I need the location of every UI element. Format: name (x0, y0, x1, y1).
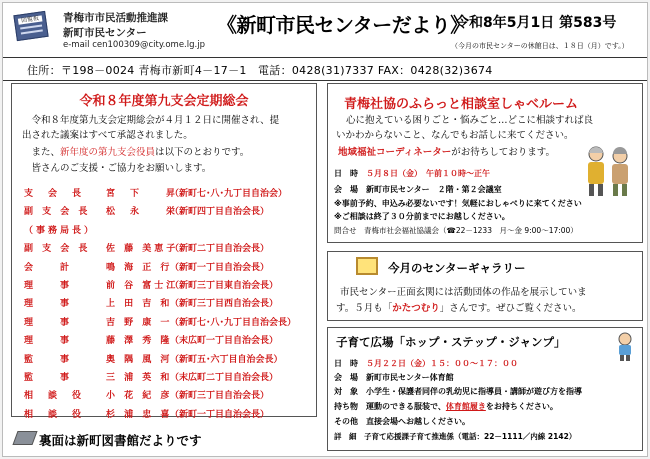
officer-role: 相 談 役 (24, 409, 85, 420)
gallery-section (327, 251, 643, 321)
newsletter-logo-icon: 回覧板 (13, 11, 48, 41)
date-row: 日 時 ５月２２日（金）１５：００～１７：００ (334, 359, 518, 368)
officer-row (24, 407, 314, 425)
closed-day-note: （今月の市民センターの休館日は、１８日（月）です。） (451, 42, 629, 50)
officer-row (24, 260, 314, 278)
officer-name (106, 223, 170, 241)
other-row: その他 直接会場へお越しください。 (334, 417, 470, 426)
officer-name: 奥 隅 風 河 (106, 354, 173, 365)
section-title: 令和８年度第九支会定期総会 (79, 94, 249, 109)
venue-row: 会 場 新町市民センター ２階・第２会議室 (334, 185, 502, 194)
paragraph: 市民センター正面玄関には活動団体の作品を展示していま (340, 287, 587, 298)
paragraph: また、新年度の第九支会役員は以下のとおりです。 (22, 147, 250, 158)
officer-row (24, 370, 314, 388)
officer-role: 監 事 (24, 354, 73, 365)
paragraph: 出された議案はすべて承認されました。 (22, 130, 193, 141)
officer-assoc: （新町五･六丁目自治会長） (170, 354, 283, 365)
officer-role: 監 事 (24, 372, 73, 383)
child-icon (612, 332, 638, 362)
officer-row (24, 241, 314, 259)
officer-assoc: （新町一丁目自治会長） (170, 409, 270, 420)
officer-assoc: （末広町二丁目自治会長） (170, 372, 279, 383)
paragraph: 皆さんのご支援・ご協力をお願いします。 (22, 163, 212, 174)
book-icon (12, 431, 37, 445)
officer-name: 杉 浦 忠 喜 (106, 409, 173, 420)
newsletter-title: 《新町市民センターだより》 (217, 13, 470, 37)
officer-row (24, 352, 314, 370)
officer-role: 副 支 会 長 (24, 207, 91, 218)
officer-name: 前 谷 富士江 (106, 280, 179, 291)
officer-list (24, 186, 314, 425)
officer-name: 宮 下 昇 (106, 189, 179, 199)
venue-row: 会 場 新町市民センター体育館 (334, 373, 454, 382)
officer-name: 佐 藤 美恵子 (106, 244, 179, 255)
newsletter-page (2, 2, 648, 457)
section-title: 今月のセンターギャラリー (388, 261, 526, 275)
address-bar: 住所：〒198－0024 青梅市新町4－17－1 電話：0428(31)7337 FAX：0428(32)3674 (3, 57, 648, 81)
detail-row: 詳 細 子育て応援課子育て推進係（電話：22－1111／内線 2142） (334, 432, 577, 441)
paragraph: 地域福祉コーディネーターがお待ちしております。 (338, 147, 555, 158)
note-row: ※事前予約、申込み必要ないです！気軽におしゃべりに来てください (334, 199, 582, 208)
officer-role: 支 会 長 (24, 189, 85, 199)
officer-role: 理 事 (24, 280, 73, 291)
officer-name: 鳴 海 正 行 (106, 262, 173, 273)
officer-assoc: （末広町一丁目自治会長） (170, 336, 279, 347)
officer-row (24, 296, 314, 314)
bring-row: 持ち物 運動のできる服装で、体育館履きをお持ちください。 (334, 402, 558, 411)
counsel-section (327, 83, 643, 243)
officer-row (24, 388, 314, 406)
officer-role: 理 事 (24, 299, 73, 310)
officer-assoc: （新町三丁目自治会長） (170, 391, 270, 402)
contact-row: 問合せ 青梅市社会福祉協議会（☎22－1233 月～金 9:00～17:00） (334, 226, 578, 235)
officer-row (24, 278, 314, 296)
paragraph: いかわからないこと、なんでもお話しに来てください。 (336, 130, 574, 141)
email-address[interactable]: e-mail cen100309@city.ome.lg.jp (63, 40, 205, 50)
officer-row (24, 186, 314, 204)
officer-role: 理 事 (24, 336, 73, 347)
officer-assoc: （新町三丁目東自治会長） (170, 280, 279, 291)
general-meeting-section (11, 83, 317, 420)
section-title: 青梅社協のふらっと相談室しゃベルーム (344, 97, 579, 112)
kids-plaza-section (327, 327, 643, 451)
center-name: 新町市民センター (63, 27, 147, 39)
paragraph: 令和８年度第九支会定期総会が４月１２日に開催され、提 (22, 115, 280, 126)
officer-name: 小 花 紀 彦 (106, 391, 173, 402)
officer-assoc: （新町三丁目西自治会長） (170, 299, 279, 310)
paragraph: 心に抱えている困りごと・悩みごと…どこに相談すれば良 (346, 115, 594, 126)
officer-name: 三 浦 英 和 (106, 372, 173, 383)
section-title: 子育て広場「ホップ・ステップ・ジャンプ」 (336, 335, 566, 349)
officer-assoc: （新町七･八･九丁目自治会） (170, 189, 288, 199)
date-row: 日 時 ５月８日（金） 午前１０時～正午 (334, 169, 490, 178)
officer-name: 上 田 吉 和 (106, 299, 173, 310)
officer-assoc: （新町二丁目自治会長） (170, 244, 270, 255)
officer-row (24, 333, 314, 351)
issue-date: 令和8年5月1日 第583号 (455, 15, 617, 31)
officer-row (24, 204, 314, 222)
officer-role: 相 談 役 (24, 391, 85, 402)
officer-role: 理 事 (24, 317, 73, 328)
officer-assoc: （新町七･八･九丁目自治会長） (170, 317, 297, 328)
officer-role: 会 計 (24, 262, 73, 273)
org-name: 青梅市市民活動推進課 (63, 12, 168, 24)
officer-row (24, 315, 314, 333)
officer-row (24, 223, 314, 241)
back-page-note: 裏面は新町図書館だよりです (39, 433, 202, 448)
officer-role: （事務局長） (24, 225, 97, 236)
target-row: 対 象 小学生・保護者同伴の乳幼児に指導員・講師が遊び方を指導 (334, 387, 582, 396)
picture-frame-icon (356, 257, 378, 275)
note-row: ※ご相談は終了３０分前までにお越しください。 (334, 212, 510, 221)
officer-role: 副 支 会 長 (24, 244, 91, 255)
paragraph: す。５月も「かたつむり」さんです。ぜひご覧ください。 (336, 303, 582, 314)
people-icon (578, 142, 638, 198)
officer-name: 松 永 栄 (106, 207, 179, 218)
officer-name: 藤 澤 秀 隆 (106, 336, 173, 347)
officer-name: 吉 野 康 一 (106, 317, 173, 328)
officer-assoc: （新町四丁目自治会長） (170, 207, 270, 218)
officer-assoc: （新町一丁目自治会長） (170, 262, 270, 273)
